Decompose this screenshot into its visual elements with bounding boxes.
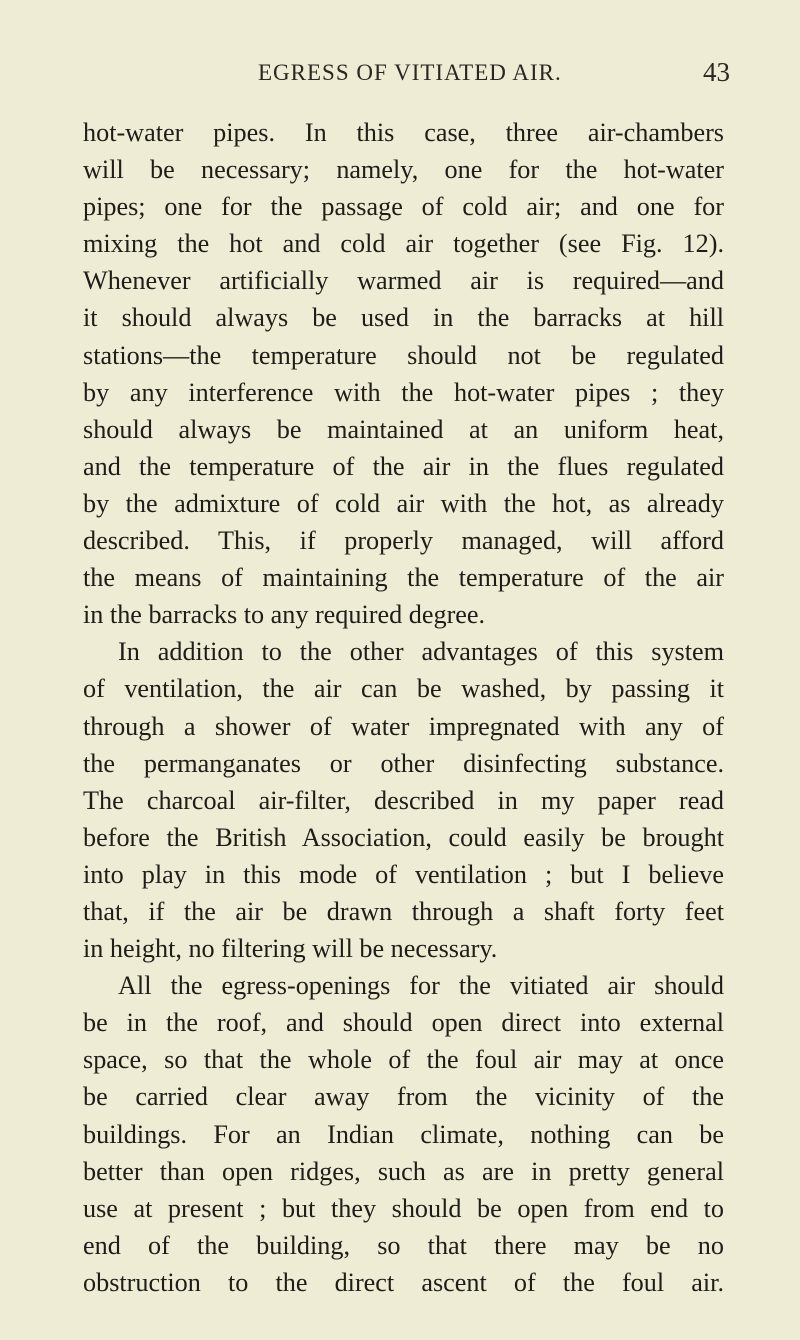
text-line: All the egress-openings for the vitiated air should (118, 971, 724, 1001)
text-line: space, so that the whole of the foul air may at once (83, 1045, 724, 1075)
text-line: by the admixture of cold air with the hot, as already (83, 488, 724, 518)
body-text (83, 114, 724, 1301)
text-line: be in the roof, and should open direct into external (83, 1008, 724, 1038)
text-line: through a shower of water impregnated with any of (83, 711, 724, 741)
text-line: hot-water pipes. In this case, three air-chambers (83, 118, 724, 147)
text-line: pipes; one for the passage of cold air; and one for (83, 192, 724, 222)
text-line: of ventilation, the air can be washed, by passing it (83, 674, 724, 704)
text-line: end of the building, so that there may be no (83, 1230, 724, 1260)
text-line: Whenever artificially warmed air is required—and (83, 266, 724, 296)
text-line: obstruction to the direct ascent of the foul air. (83, 1267, 724, 1297)
text-line: better than open ridges, such as are in pretty general (83, 1156, 724, 1186)
text-line: the permanganates or other disinfecting substance. (83, 748, 724, 778)
running-title: EGRESS OF VITIATED AIR. (258, 60, 562, 85)
page-number: 43 (703, 57, 730, 87)
text-line: the means of maintaining the temperature of the air (83, 563, 724, 593)
text-line: should always be maintained at an uniform heat, (83, 414, 724, 444)
text-line: by any interference with the hot-water pipes ; they (83, 377, 724, 407)
text-line: in the barracks to any required degree. (83, 600, 486, 630)
text-line: into play in this mode of ventilation ; but I believe (83, 859, 724, 889)
text-line: that, if the air be drawn through a shaft forty feet (83, 896, 724, 926)
text-line: before the British Association, could easily be brought (83, 822, 724, 852)
text-line: The charcoal air-filter, described in my paper read (83, 785, 724, 815)
text-line: in height, no filtering will be necessary. (83, 934, 498, 964)
text-line: described. This, if properly managed, will afford (83, 526, 724, 556)
text-line: be carried clear away from the vicinity of the (83, 1082, 724, 1112)
text-line: mixing the hot and cold air together (see Fig. 12). (83, 229, 724, 259)
text-line: it should always be used in the barracks at hill (83, 303, 724, 333)
text-line: buildings. For an Indian climate, nothing can be (83, 1119, 724, 1149)
text-line: stations—the temperature should not be regulated (83, 340, 724, 370)
text-line: In addition to the other advantages of this system (118, 637, 724, 667)
text-line: and the temperature of the air in the flues regulated (83, 451, 724, 481)
page-header (0, 57, 800, 100)
text-line: will be necessary; namely, one for the hot-water (83, 155, 724, 185)
text-line: use at present ; but they should be open from end to (83, 1193, 724, 1223)
